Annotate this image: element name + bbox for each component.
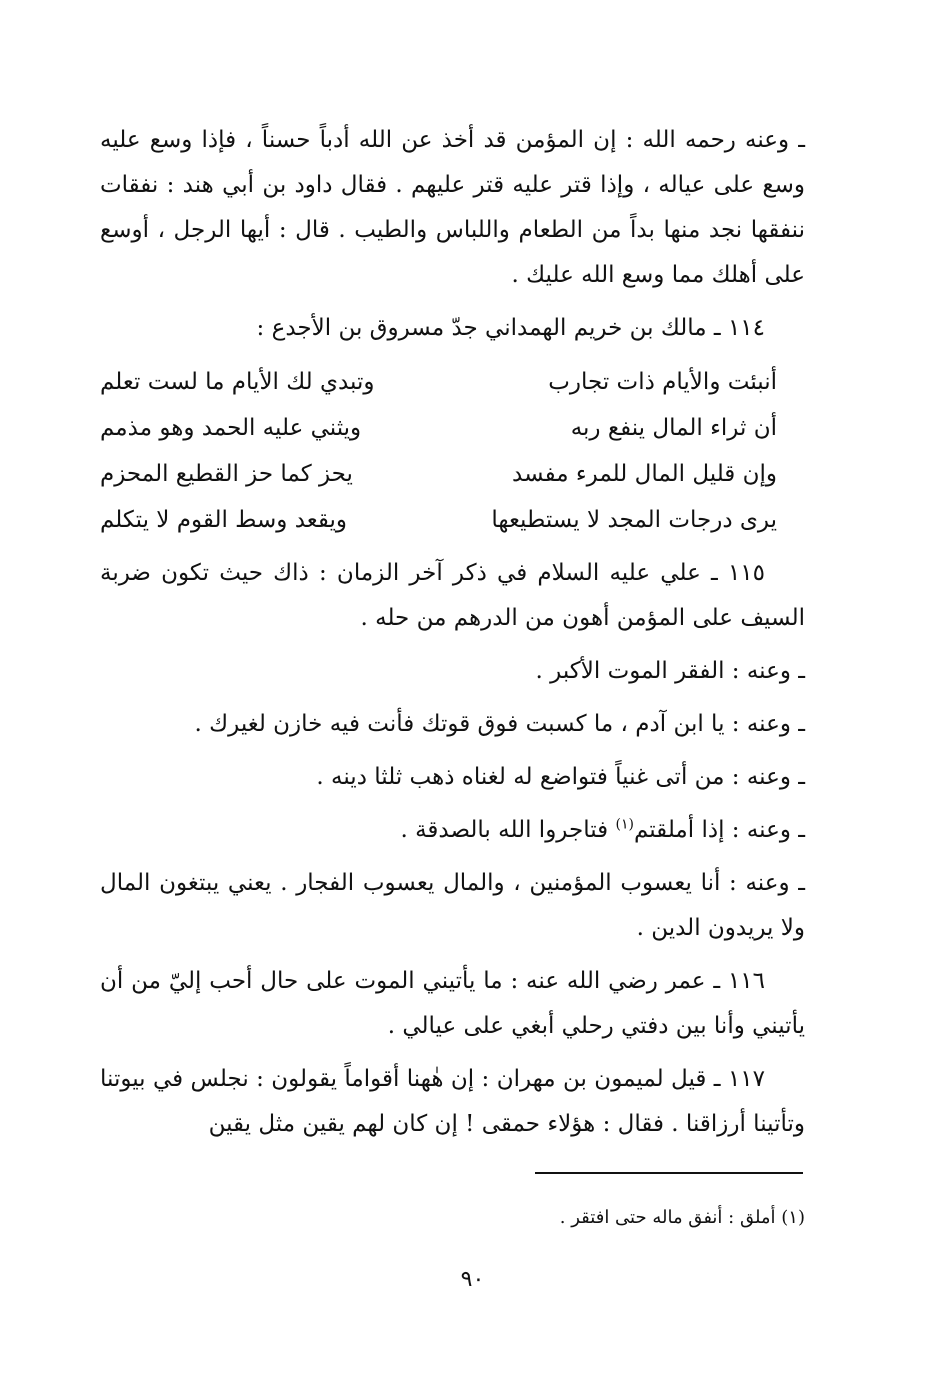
poem bbox=[100, 359, 805, 543]
paragraph-117: ١١٧ ـ قيل لميمون بن مهران : إن هٰهنا أقواماً يقولون : نجلس في بيوتنا وتأتينا أرزاقنا . فقال : هؤلاء حمقى ! إن كان لهم يقين مثل يقين bbox=[100, 1066, 805, 1137]
poem-first-hemistich: أنبئت والأيام ذات تجارب bbox=[548, 369, 777, 395]
saying-charity-start: ـ وعنه : إذا أملقتم bbox=[633, 817, 805, 843]
saying-poverty: ـ وعنه : الفقر الموت الأكبر . bbox=[535, 658, 805, 684]
poem-verse bbox=[100, 451, 805, 497]
footnote-marker: (١) bbox=[615, 816, 634, 833]
saying-charity bbox=[100, 808, 805, 853]
poem-second-hemistich: ويثني عليه الحمد وهو مذمم bbox=[100, 415, 362, 441]
poem-second-hemistich: ويقعد وسط القوم لا يتكلم bbox=[100, 507, 348, 533]
poem-first-hemistich: وإن قليل المال للمرء مفسد bbox=[512, 461, 777, 487]
paragraph-116: ١١٦ ـ عمر رضي الله عنه : ما يأتيني الموت على حال أحب إليّ من أن يأتيني وأنا بين دفتي رحلي أبغي على عيالي . bbox=[100, 968, 805, 1039]
poem-first-hemistich: يرى درجات المجد لا يستطيعها bbox=[491, 507, 777, 533]
poem-second-hemistich: وتبدي لك الأيام ما لست تعلم bbox=[100, 369, 375, 395]
heading-114: ١١٤ ـ مالك بن خريم الهمداني جدّ مسروق بن الأجدع : bbox=[256, 315, 765, 341]
poem-first-hemistich: أن ثراء المال ينفع ربه bbox=[570, 415, 777, 441]
paragraph-wisdom-intro: ـ وعنه رحمه الله : إن المؤمن قد أخذ عن الله أدباً حسناً ، فإذا وسع عليه وسع على عياله ، وإذا قتر عليه قتر عليهم . فقال داود بن أبي هند : نفقات ننفقها نجد منها بداً من الطعام واللباس والطيب . قال : أيها الرجل ، أوسع على أهلك مما وسع الله عليك . bbox=[100, 127, 805, 288]
poem-verse bbox=[100, 497, 805, 543]
saying-humility-to-rich: ـ وعنه : من أتى غنياً فتواضع له لغناه ذهب ثلثا دينه . bbox=[316, 764, 805, 790]
footnote-divider bbox=[535, 1172, 803, 1174]
saying-yasub: ـ وعنه : أنا يعسوب المؤمنين ، والمال يعسوب الفجار . يعني يبتغون المال ولا يريدون الدين . bbox=[100, 870, 805, 941]
page-number: ٩٠ bbox=[460, 1267, 485, 1292]
saying-son-of-adam: ـ وعنه : يا ابن آدم ، ما كسبت فوق قوتك فأنت فيه خازن لغيرك . bbox=[194, 711, 805, 737]
poem-verse bbox=[100, 405, 805, 451]
footnote: (١) أملق : أنفق ماله حتى افتقر . bbox=[559, 1207, 805, 1228]
page-body bbox=[100, 118, 805, 1155]
saying-charity-end: فتاجروا الله بالصدقة . bbox=[400, 817, 616, 843]
paragraph-115: ١١٥ ـ علي عليه السلام في ذكر آخر الزمان : ذاك حيث تكون ضربة السيف على المؤمن أهون من الدرهم من حله . bbox=[100, 560, 805, 631]
poem-verse bbox=[100, 359, 805, 405]
poem-second-hemistich: يحز كما حز القطيع المحزم bbox=[100, 461, 353, 487]
